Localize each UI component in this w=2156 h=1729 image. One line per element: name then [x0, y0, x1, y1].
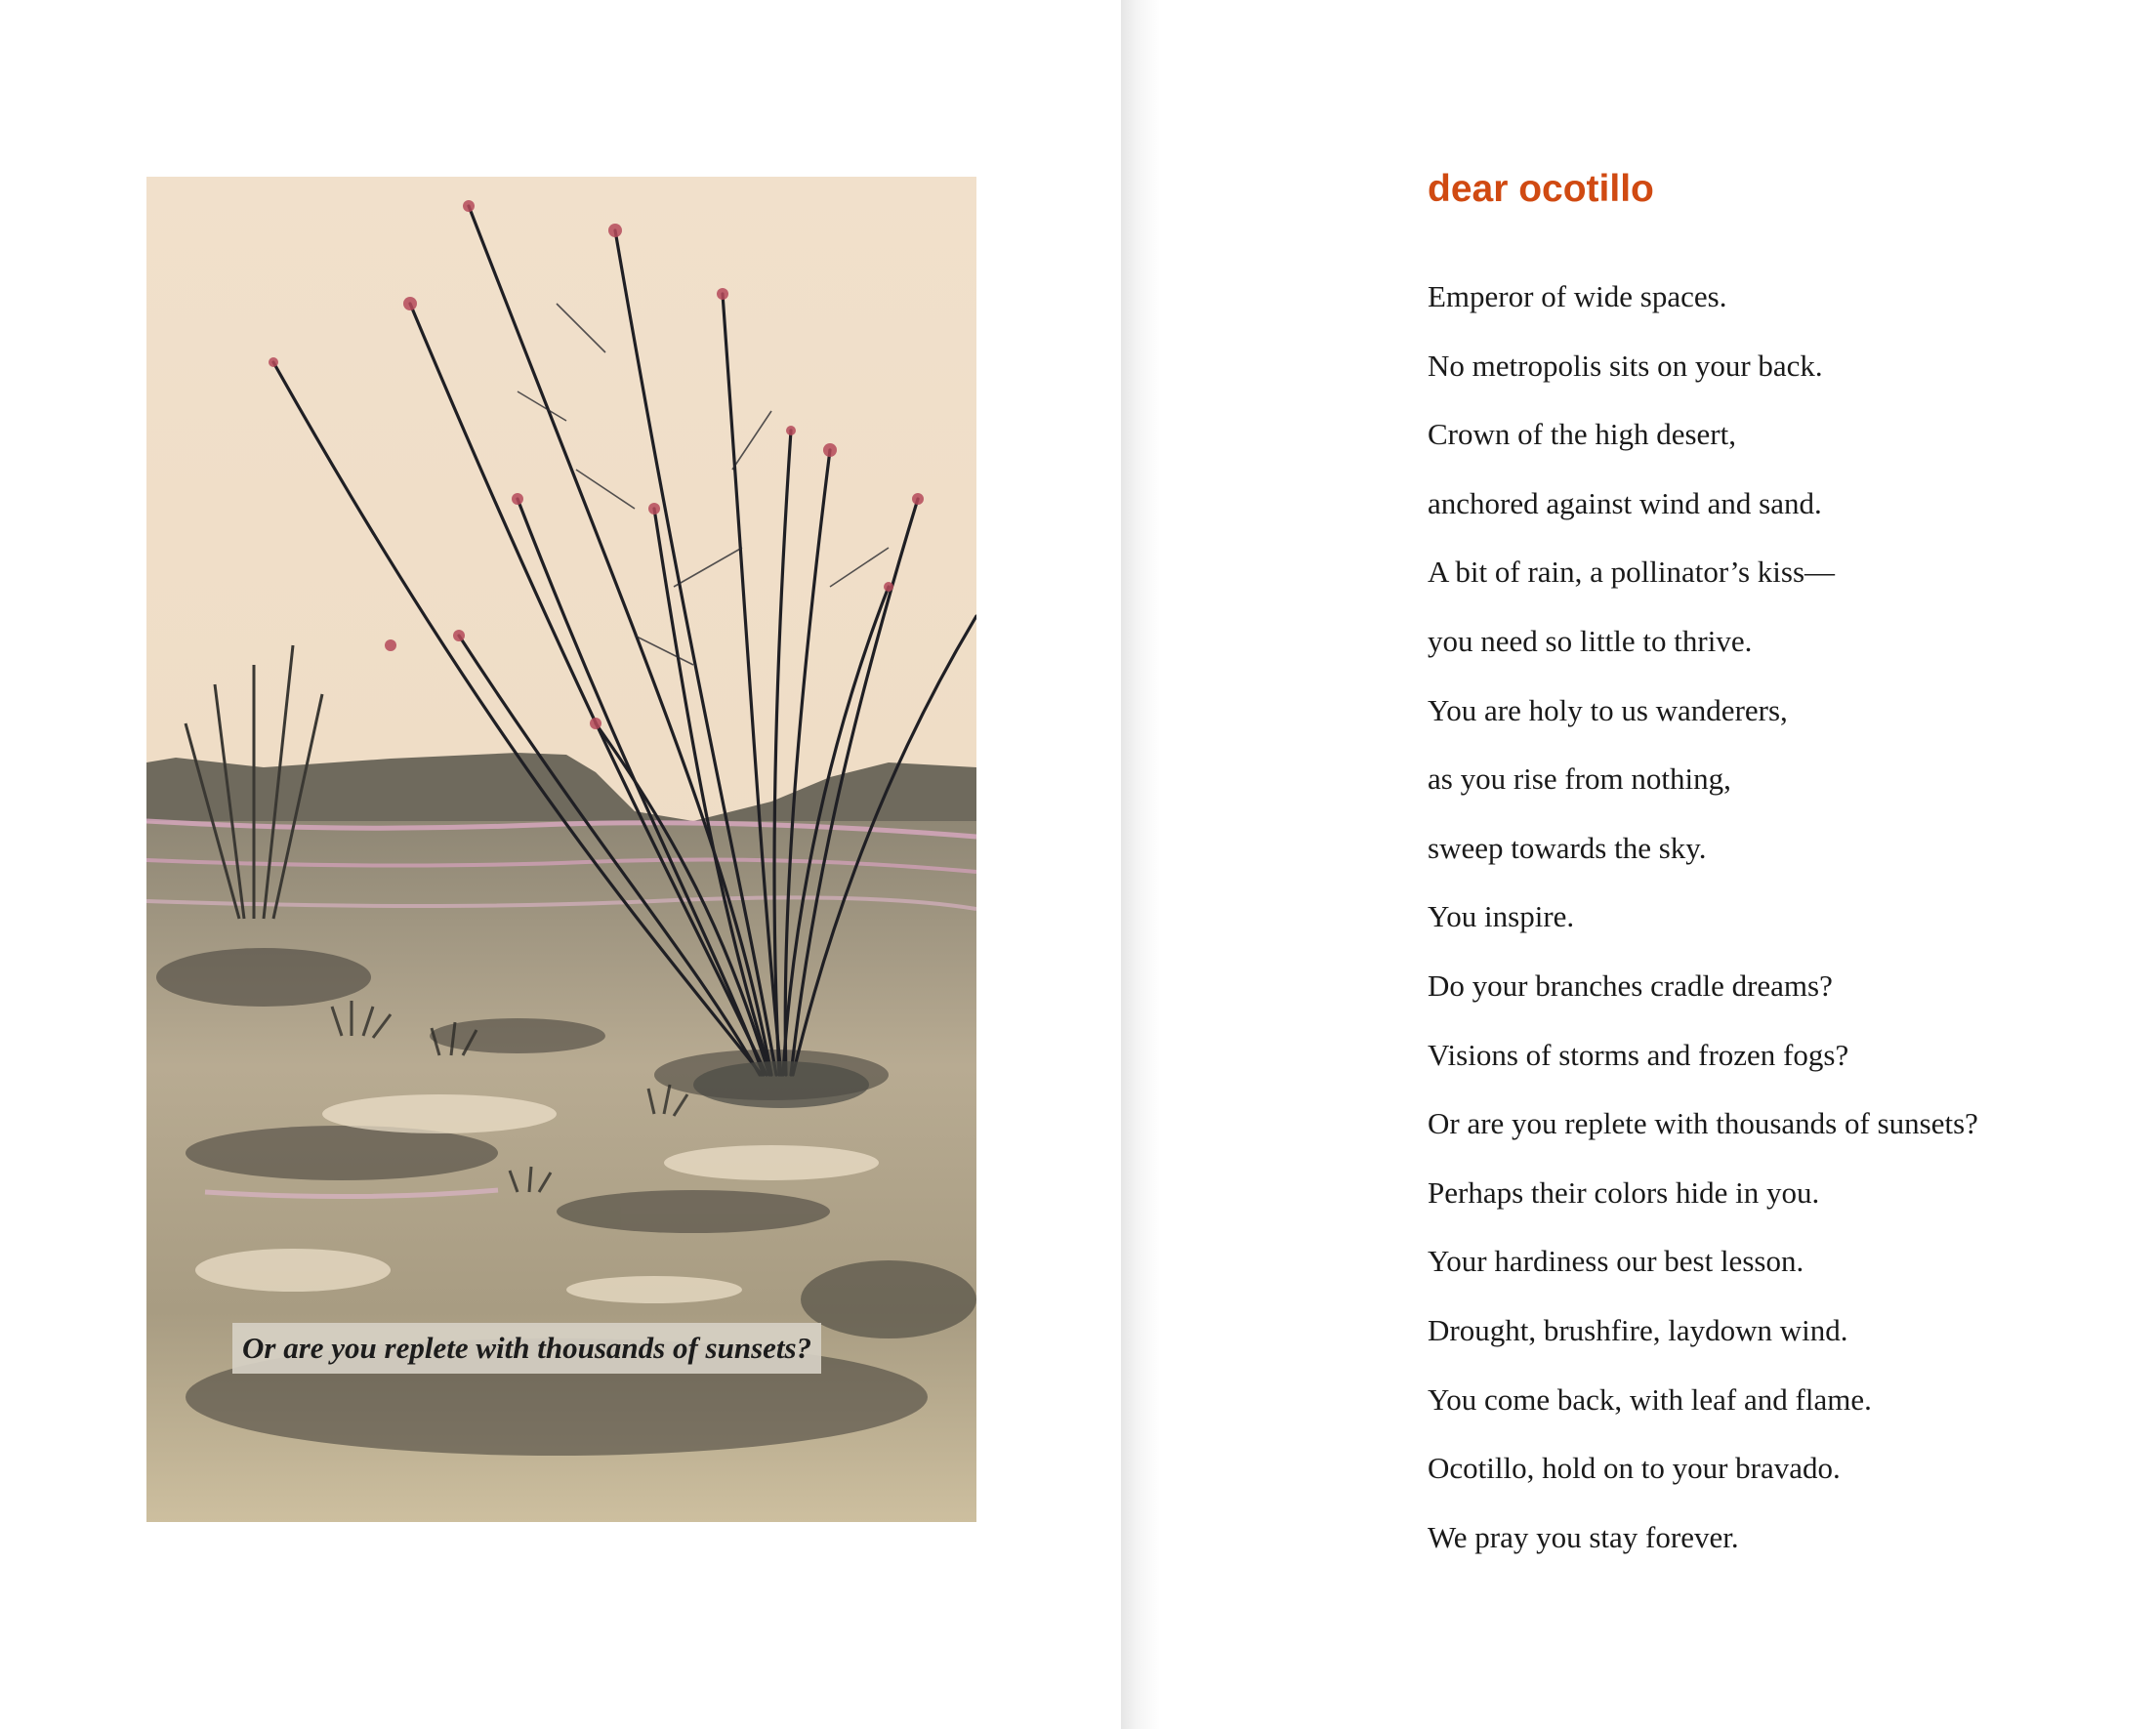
desert-drawing [146, 177, 976, 1522]
right-page [1160, 0, 2156, 1729]
poem-line: A bit of rain, a pollinator’s kiss— [1428, 555, 1836, 590]
poem-line: You are holy to us wanderers, [1428, 692, 1788, 727]
poem-title: dear ocotillo [1428, 168, 1654, 210]
poem-line: you need so little to thrive. [1428, 623, 1753, 658]
illustration-caption: Or are you replete with thousands of sunsets? [232, 1323, 821, 1374]
poem-body [1428, 275, 1978, 1585]
poem-line: Drought, brushfire, laydown wind. [1428, 1312, 1848, 1347]
poem-line: anchored against wind and sand. [1428, 485, 1822, 520]
ocotillo-illustration [146, 177, 976, 1522]
poem-line: Do your branches cradle dreams? [1428, 967, 1833, 1003]
poem-line: Ocotillo, hold on to your bravado. [1428, 1451, 1841, 1486]
poem-line: Your hardiness our best lesson. [1428, 1244, 1804, 1279]
poem-line: Crown of the high desert, [1428, 417, 1736, 452]
poem-line: Or are you replete with thousands of sunsets? [1428, 1106, 1978, 1141]
poem-line: as you rise from nothing, [1428, 762, 1731, 797]
poem-line: You come back, with leaf and flame. [1428, 1381, 1872, 1417]
poem-line: You inspire. [1428, 899, 1575, 934]
book-gutter [1121, 0, 1160, 1729]
poem-line: We pray you stay forever. [1428, 1519, 1739, 1554]
poem-line: Emperor of wide spaces. [1428, 279, 1727, 313]
poem-line: sweep towards the sky. [1428, 830, 1707, 865]
poem-line: No metropolis sits on your back. [1428, 348, 1823, 383]
poem-line: Perhaps their colors hide in you. [1428, 1174, 1820, 1210]
poem-line: Visions of storms and frozen fogs? [1428, 1037, 1849, 1072]
